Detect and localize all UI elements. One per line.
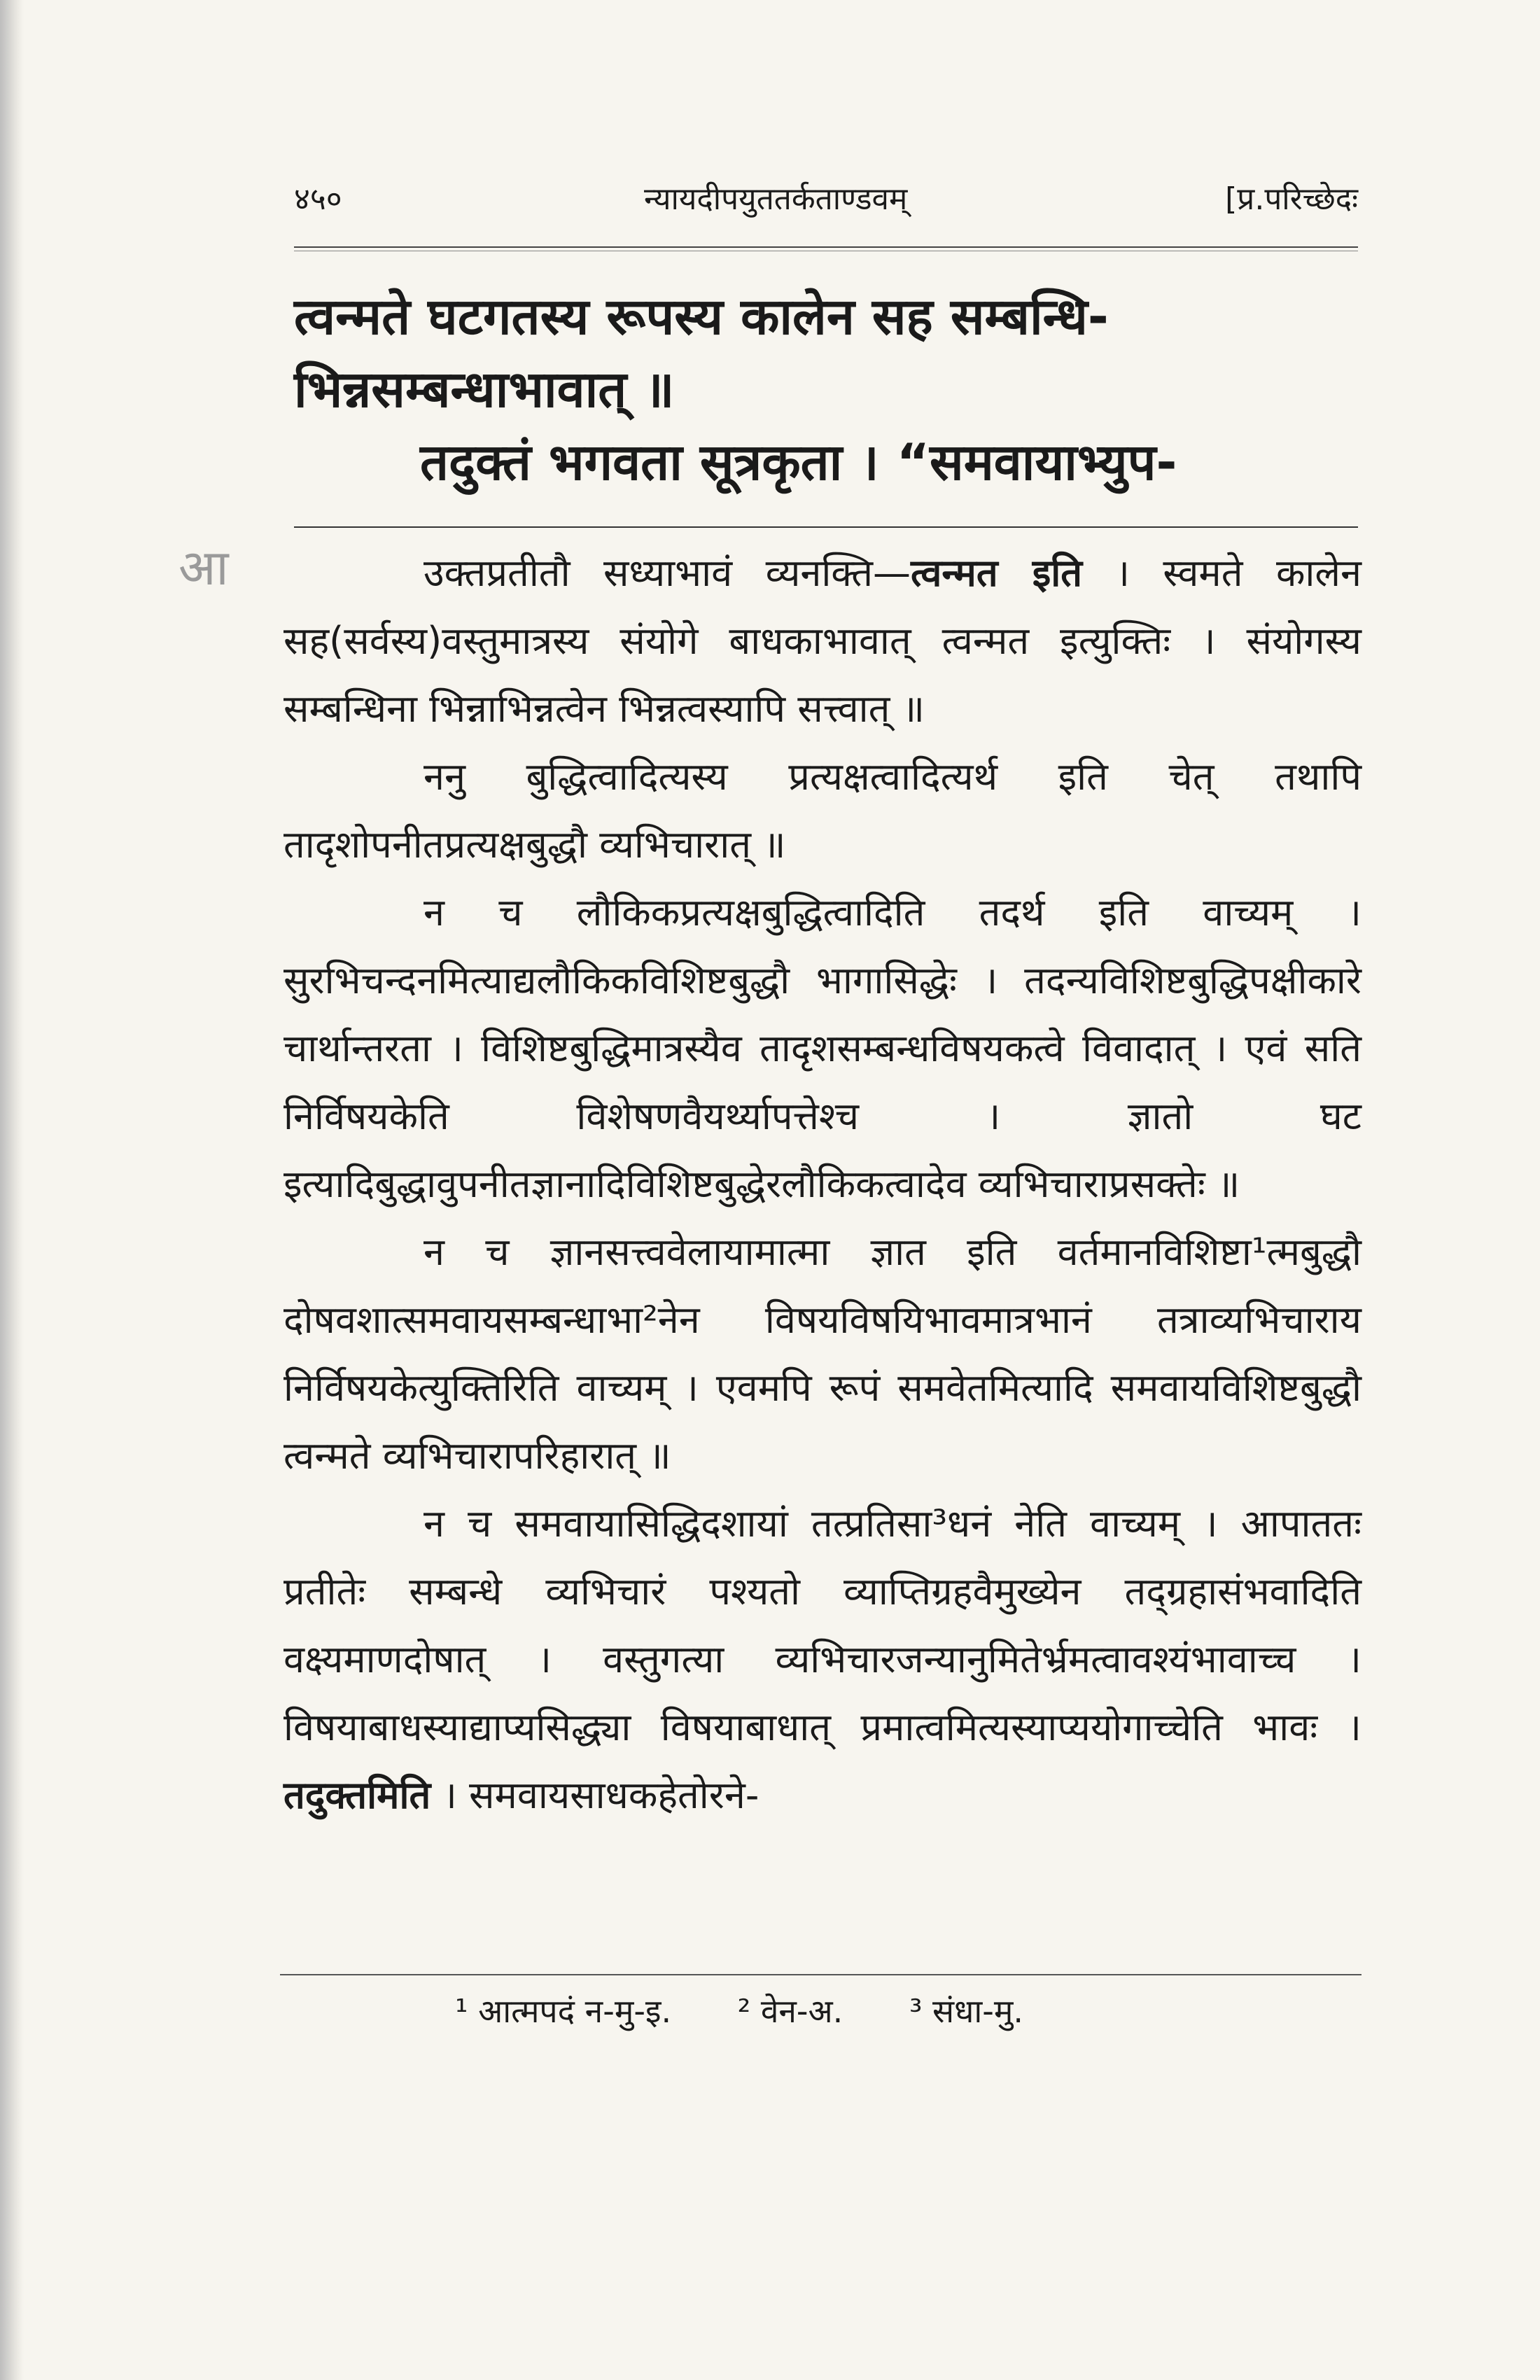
commentary-pratika: त्वन्मत इति: [911, 551, 1082, 595]
commentary-paragraph: [284, 743, 1362, 878]
root-text: [294, 280, 1358, 498]
commentary-paragraph: [284, 1218, 1362, 1490]
book-spine-shadow: [0, 0, 24, 2380]
margin-annotation: आ: [178, 539, 229, 596]
commentary-text: उक्तप्रतीतौ सध्याभावं व्यनक्ति—: [424, 551, 911, 595]
root-text-line: तदुक्तं भगवता सूत्रकृता । “समवायाभ्युप-: [420, 433, 1177, 491]
commentary-text: ननु बुद्धित्वादित्यस्य प्रत्यक्षत्वादित्यर्थ इति चेत् तथापि तादृशोपनीतप्रत्यक्षबुद्धौ व्यभिचारात् ॥: [284, 755, 1362, 867]
commentary-paragraph: [284, 539, 1362, 743]
page-number: ४५०: [294, 181, 342, 217]
footnote: ¹ आत्मपदं न-मु-इ.: [455, 1992, 672, 2030]
commentary: [284, 539, 1362, 1829]
root-text-line: भिन्नसम्बन्धाभावात् ॥: [294, 360, 675, 419]
commentary-text: न च लौकिकप्रत्यक्षबुद्धित्वादिति तदर्थ इति वाच्यम् । सुरभिचन्दनमित्याद्यलौकिकविशिष्टबुद्धौ भागासिद्धेः । तदन्यविशिष्टबुद्धिपक्षीकारे चार्थान्तरता । विशिष्टबुद्धिमात्रस्यैव तादृशसम्बन्धविषयकत्वे विवादात् । एवं सति निर्विषयकेति विशेषणवैयर्थ्यापत्तेश्च । ज्ञातो घट इत्यादिबुद्धावुपनीतज्ञानादिविशिष्टबुद्धेरलौकिकत्वादेव व्यभिचाराप्रसक्तेः ॥: [284, 890, 1362, 1206]
commentary-text: न च समवायासिद्धिदशायां तत्प्रतिसा³धनं नेति वाच्यम् । आपाततः प्रतीतेः सम्बन्धे व्यभिचारं पश्यतो व्याप्तिग्रहवैमुख्येन तद्ग्रहासंभवादिति वक्ष्यमाणदोषात् । वस्तुगत्या व्यभिचारजन्यानुमितेर्भ्रमत्वावश्यंभावाच्च । विषयाबाधस्याद्याप्यसिद्ध्या विषयाबाधात् प्रमात्वमित्यस्याप्ययोगाच्चेति भावः ।: [284, 1502, 1362, 1749]
commentary-paragraph: [284, 1490, 1362, 1829]
section-label: [प्र.परिच्छेदः: [1225, 181, 1358, 217]
footnote: ² वेन-अ.: [737, 1992, 844, 2030]
footnotes: [455, 1987, 1365, 2036]
commentary-paragraph: [284, 878, 1362, 1218]
root-text-line: त्वन्मते घटगतस्य रूपस्य कालेन सह सम्बन्धि-: [294, 287, 1109, 346]
commentary-text: न च ज्ञानसत्त्ववेलायामात्मा ज्ञात इति वर्तमानविशिष्टा¹त्मबुद्धौ दोषवशात्समवायसम्बन्धाभा²नेन विषयविषयिभावमात्रभानं तत्राव्यभिचाराय निर्विषयकेत्युक्तिरिति वाच्यम् । एवमपि रूपं समवेतमित्यादि समवायविशिष्टबुद्धौ त्वन्मते व्यभिचारापरिहारात् ॥: [284, 1230, 1362, 1478]
commentary-pratika: तदुक्तमिति: [284, 1773, 431, 1817]
page-header: [294, 178, 1358, 220]
header-rule: [294, 246, 1358, 248]
book-title: न्यायदीपयुततर्कताण्डवम्: [644, 181, 908, 217]
footnote-rule: [280, 1974, 1362, 1975]
commentary-text: । स्वमते कालेन सह(सर्वस्य)वस्तुमात्रस्य संयोगे बाधकाभावात् त्वन्मत इत्युक्तिः । संयोगस्य सम्बन्धिना भिन्नाभिन्नत्वेन भिन्नत्वस्यापि सत्त्वात् ॥: [284, 551, 1362, 731]
footnote: ³ संधा-मु.: [909, 1992, 1024, 2030]
commentary-text: । समवायसाधकहेतोरने-: [430, 1773, 760, 1817]
root-text-rule: [294, 526, 1358, 528]
